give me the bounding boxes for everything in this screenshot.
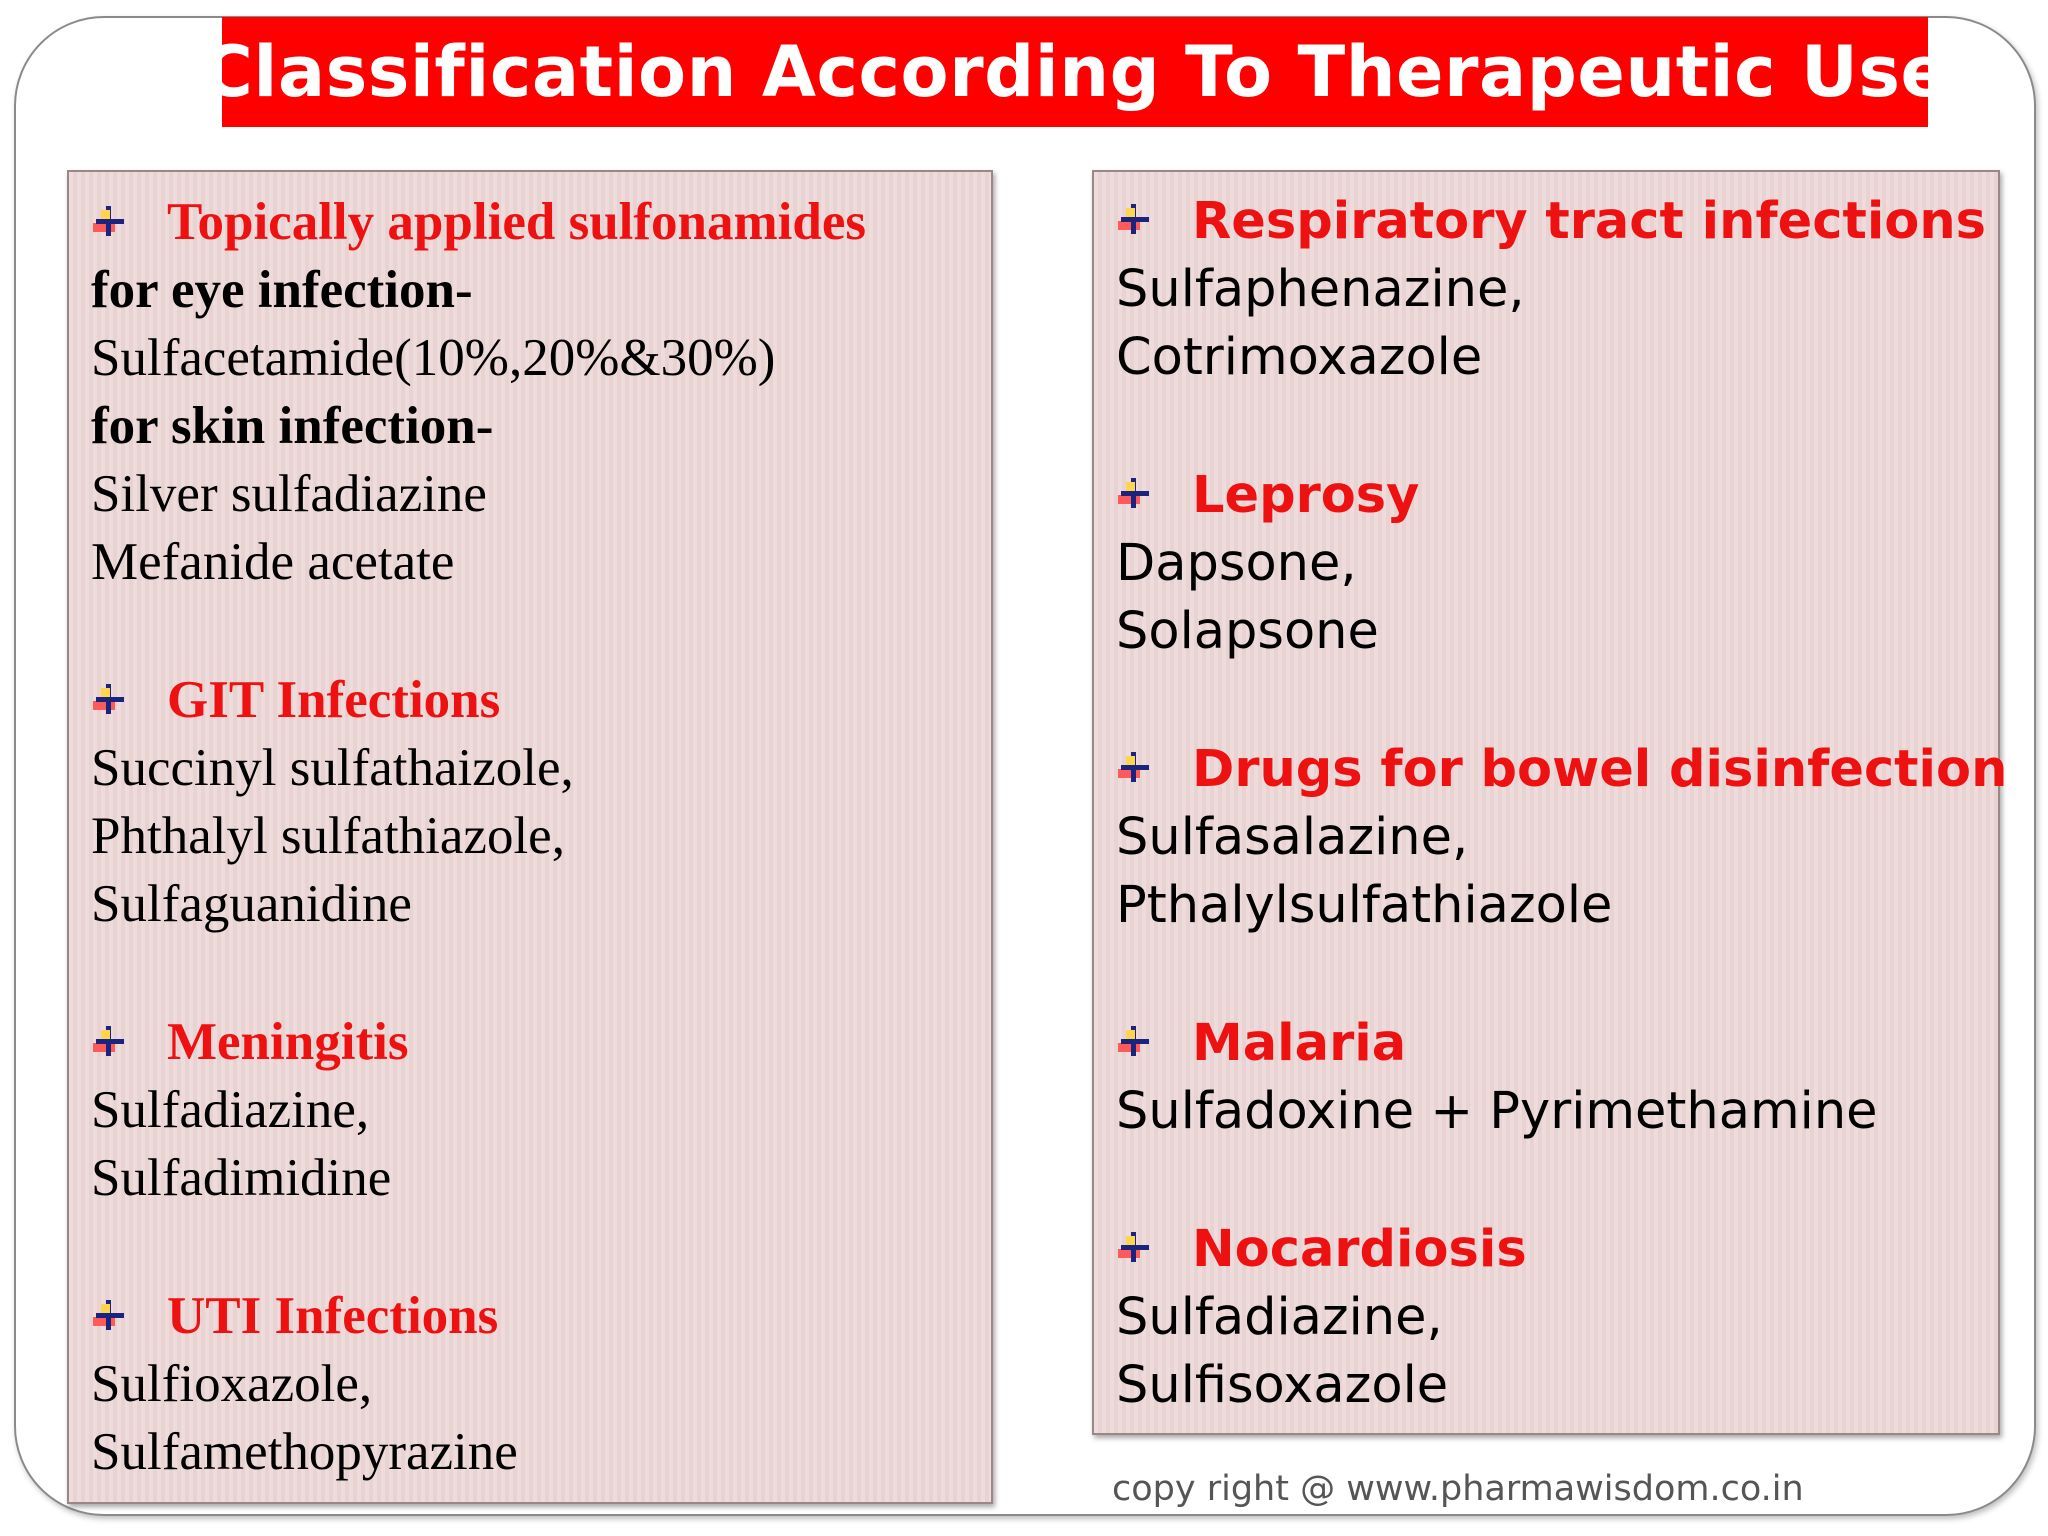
heading-topical: Topically applied sulfonamides (167, 193, 867, 251)
heading-meningitis: Meningitis (167, 1013, 409, 1071)
bowel-drug: Pthalylsulfathiazole (1116, 876, 1613, 935)
skin-infection-label: for skin infection- (91, 397, 494, 455)
malaria-drug: Sulfadoxine + Pyrimethamine (1116, 1082, 1878, 1141)
leprosy-drug: Solapsone (1116, 602, 1379, 661)
eye-infection-label: for eye infection- (91, 261, 473, 319)
uti-drug: Sulfamethopyrazine (91, 1423, 518, 1481)
heading-nocardiosis: Nocardiosis (1192, 1220, 1527, 1279)
skin-drug: Mefanide acetate (91, 533, 455, 591)
cross-bullet-icon (1118, 202, 1152, 236)
uti-drug: Sulfioxazole, (91, 1355, 373, 1413)
skin-drug: Silver sulfadiazine (91, 465, 487, 523)
cross-bullet-icon (93, 1298, 127, 1332)
leprosy-drug: Dapsone, (1116, 534, 1357, 593)
heading-uti: UTI Infections (167, 1287, 499, 1345)
slide-title: Classification According To Therapeutic Use (222, 17, 1928, 127)
meningitis-drug: Sulfadiazine, (91, 1081, 370, 1139)
git-drug: Succinyl sulfathaizole, (91, 739, 574, 797)
heading-leprosy: Leprosy (1192, 466, 1420, 525)
cross-bullet-icon (93, 204, 127, 238)
heading-malaria: Malaria (1192, 1014, 1407, 1073)
git-drug: Sulfaguanidine (91, 875, 412, 933)
nocardiosis-drug: Sulfadiazine, (1116, 1288, 1443, 1347)
eye-drug: Sulfacetamide(10%,20%&30%) (91, 329, 776, 387)
cross-bullet-icon (1118, 1024, 1152, 1058)
git-drug: Phthalyl sulfathiazole, (91, 807, 565, 865)
nocardiosis-drug: Sulfisoxazole (1116, 1356, 1449, 1415)
cross-bullet-icon (93, 1024, 127, 1058)
heading-git: GIT Infections (167, 671, 501, 729)
cross-bullet-icon (93, 682, 127, 716)
meningitis-drug: Sulfadimidine (91, 1149, 392, 1207)
copyright-footer: copy right @ www.pharmawisdom.co.in (1112, 1469, 1804, 1509)
left-panel (67, 170, 993, 1504)
respiratory-drug: Sulfaphenazine, (1116, 260, 1525, 319)
cross-bullet-icon (1118, 476, 1152, 510)
bowel-drug: Sulfasalazine, (1116, 808, 1469, 867)
right-panel (1092, 170, 2008, 1435)
cross-bullet-icon (1118, 1230, 1152, 1264)
respiratory-drug: Cotrimoxazole (1116, 328, 1483, 387)
heading-bowel: Drugs for bowel disinfection (1192, 740, 2008, 799)
heading-respiratory: Respiratory tract infections (1192, 192, 1987, 251)
cross-bullet-icon (1118, 750, 1152, 784)
